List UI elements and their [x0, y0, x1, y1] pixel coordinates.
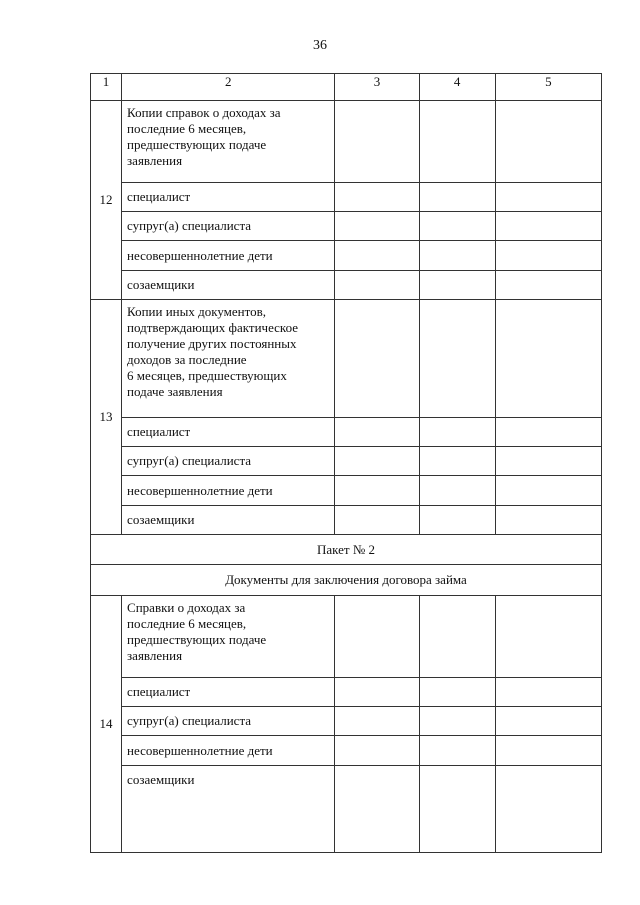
header-cell-5: 5: [495, 74, 601, 101]
empty-cell: [335, 506, 419, 535]
empty-cell: [335, 766, 419, 853]
row-14-sub-coborrowers: созаемщики: [122, 766, 335, 853]
row-12-sub-spouse: супруг(а) специалиста: [122, 212, 335, 241]
empty-cell: [495, 300, 601, 418]
empty-cell: [419, 418, 495, 447]
package-subtitle: Документы для заключения договора займа: [91, 565, 602, 596]
table-row: [91, 535, 602, 565]
row-13-line-2: подтверждающих фактическое: [127, 320, 299, 335]
table-row: [91, 506, 602, 535]
empty-cell: [335, 707, 419, 736]
header-cell-3: 3: [335, 74, 419, 101]
row-number-14: 14: [91, 596, 122, 853]
row-13-line-5: 6 месяцев, предшествующих: [127, 368, 287, 383]
empty-cell: [419, 183, 495, 212]
empty-cell: [419, 101, 495, 183]
table-row: [91, 565, 602, 596]
row-14-line-4: заявления: [127, 648, 183, 663]
row-14-description: [122, 596, 335, 678]
table-row: [91, 476, 602, 506]
empty-cell: [419, 241, 495, 271]
empty-cell: [335, 418, 419, 447]
empty-cell: [419, 766, 495, 853]
empty-cell: [335, 101, 419, 183]
empty-cell: [419, 678, 495, 707]
row-12-line-3: предшествующих подаче: [127, 137, 267, 152]
row-14-line-1: Справки о доходах за: [127, 600, 246, 615]
empty-cell: [419, 212, 495, 241]
empty-cell: [495, 447, 601, 476]
empty-cell: [495, 596, 601, 678]
empty-cell: [335, 447, 419, 476]
table-row: [91, 271, 602, 300]
empty-cell: [335, 476, 419, 506]
header-cell-1: 1: [91, 74, 122, 101]
row-14-sub-children: несовершеннолетние дети: [122, 736, 335, 766]
row-12-line-2: последние 6 месяцев,: [127, 121, 247, 136]
row-13-line-4: доходов за последние: [127, 352, 247, 367]
empty-cell: [335, 300, 419, 418]
row-number-12: 12: [91, 101, 122, 300]
row-13-line-6: подаче заявления: [127, 384, 223, 399]
row-14-sub-spouse: супруг(а) специалиста: [122, 707, 335, 736]
empty-cell: [335, 271, 419, 300]
package-title: Пакет № 2: [91, 535, 602, 565]
row-number-13: 13: [91, 300, 122, 535]
row-12-line-1: Копии справок о доходах за: [127, 105, 281, 120]
empty-cell: [335, 736, 419, 766]
empty-cell: [495, 241, 601, 271]
table-row: [91, 101, 602, 183]
empty-cell: [495, 183, 601, 212]
empty-cell: [495, 101, 601, 183]
empty-cell: [335, 596, 419, 678]
empty-cell: [495, 736, 601, 766]
empty-cell: [495, 418, 601, 447]
empty-cell: [419, 447, 495, 476]
table-row: [91, 766, 602, 853]
row-14-line-3: предшествующих подаче: [127, 632, 267, 647]
row-13-line-3: получение других постоянных: [127, 336, 297, 351]
row-13-sub-specialist: специалист: [122, 418, 335, 447]
empty-cell: [495, 766, 601, 853]
row-13-sub-spouse: супруг(а) специалиста: [122, 447, 335, 476]
empty-cell: [419, 506, 495, 535]
row-12-line-4: заявления: [127, 153, 183, 168]
empty-cell: [495, 506, 601, 535]
table-row: [91, 212, 602, 241]
row-12-description: [122, 101, 335, 183]
empty-cell: [495, 212, 601, 241]
row-13-description: [122, 300, 335, 418]
table-row: [91, 241, 602, 271]
table-row: [91, 418, 602, 447]
table-row: [91, 736, 602, 766]
empty-cell: [419, 476, 495, 506]
table-row: [91, 183, 602, 212]
empty-cell: [495, 271, 601, 300]
empty-cell: [495, 707, 601, 736]
empty-cell: [335, 212, 419, 241]
row-14-line-2: последние 6 месяцев,: [127, 616, 247, 631]
table-row: [91, 300, 602, 418]
empty-cell: [419, 300, 495, 418]
table-row: [91, 447, 602, 476]
empty-cell: [419, 271, 495, 300]
header-cell-2: 2: [122, 74, 335, 101]
empty-cell: [419, 596, 495, 678]
empty-cell: [495, 678, 601, 707]
header-cell-4: 4: [419, 74, 495, 101]
table-row: [91, 596, 602, 678]
page-number: 36: [313, 38, 327, 53]
row-13-sub-coborrowers: созаемщики: [122, 506, 335, 535]
row-13-sub-children: несовершеннолетние дети: [122, 476, 335, 506]
empty-cell: [335, 183, 419, 212]
row-12-sub-coborrowers: созаемщики: [122, 271, 335, 300]
row-12-sub-specialist: специалист: [122, 183, 335, 212]
row-14-sub-specialist: специалист: [122, 678, 335, 707]
empty-cell: [335, 678, 419, 707]
row-13-line-1: Копии иных документов,: [127, 304, 267, 319]
row-12-sub-children: несовершеннолетние дети: [122, 241, 335, 271]
empty-cell: [335, 241, 419, 271]
table-header-row: [91, 74, 602, 101]
table-row: [91, 678, 602, 707]
table-row: [91, 707, 602, 736]
empty-cell: [419, 736, 495, 766]
empty-cell: [495, 476, 601, 506]
documents-table: [90, 73, 602, 853]
empty-cell: [419, 707, 495, 736]
